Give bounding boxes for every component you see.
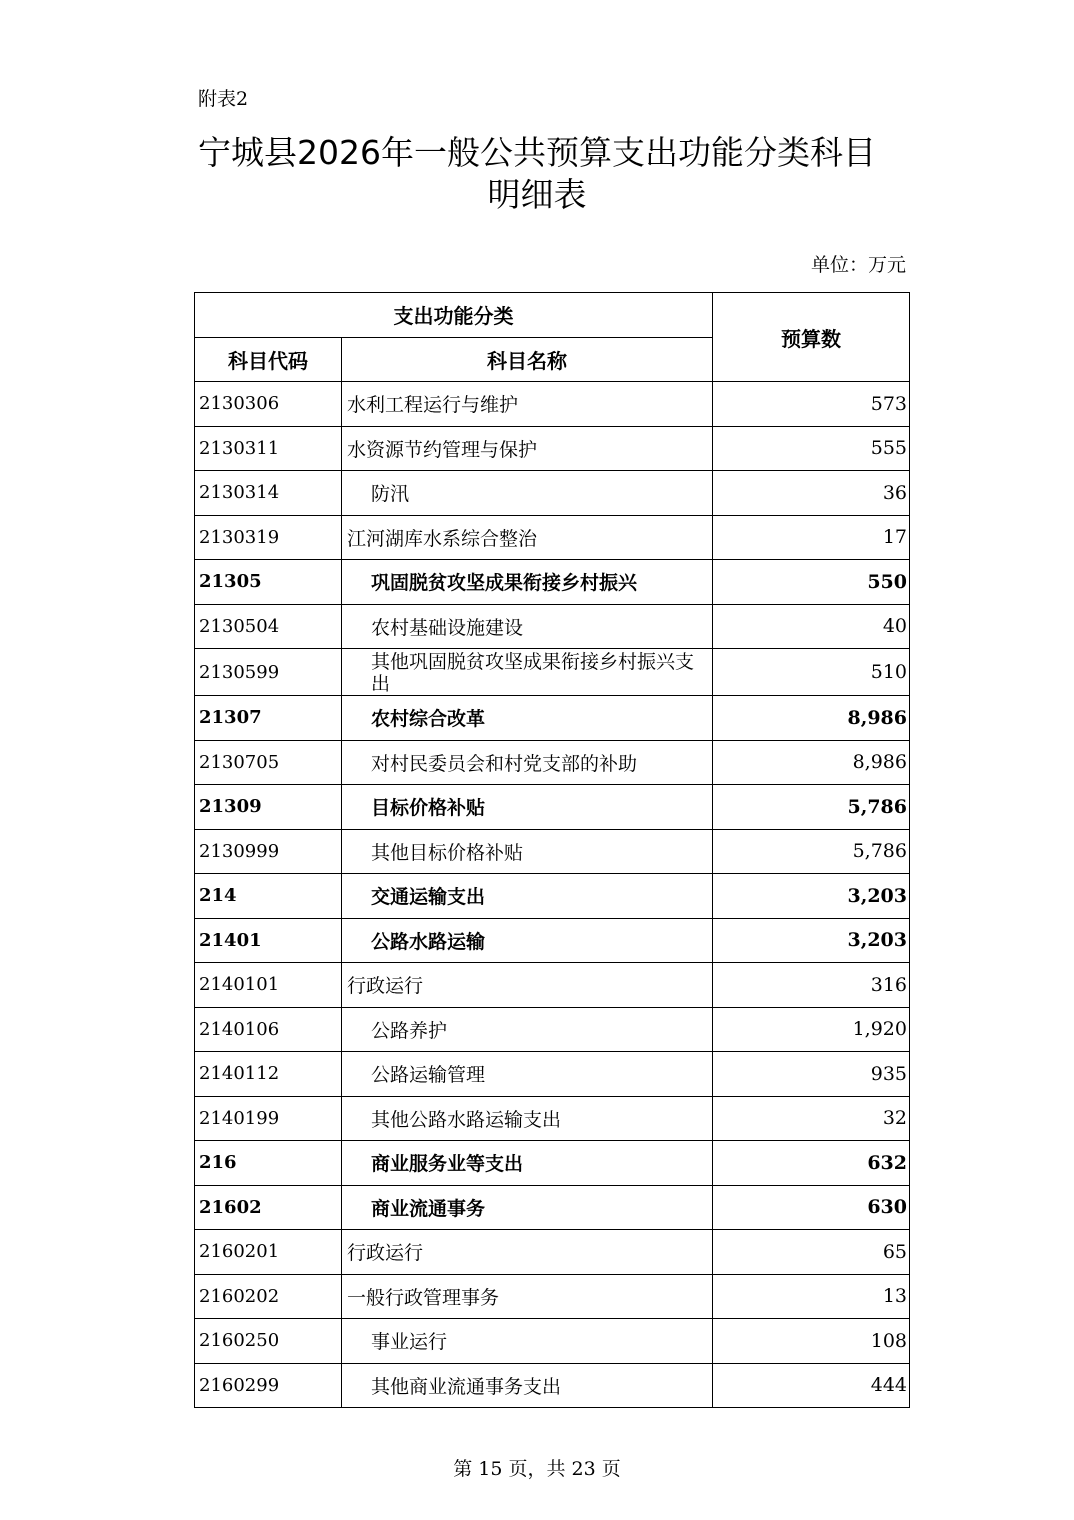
cell-amount: 555: [713, 426, 910, 471]
cell-name: 江河湖库水系综合整治: [342, 515, 713, 560]
cell-name: 农村综合改革: [342, 696, 713, 741]
title-line-2: 明细表: [487, 175, 587, 214]
title-line-1: 宁城县2026年一般公共预算支出功能分类科目: [198, 133, 876, 172]
cell-code: 2130314: [195, 471, 342, 516]
table-body: [195, 382, 910, 1408]
table-row: [195, 829, 910, 874]
cell-amount: 5,786: [713, 785, 910, 830]
table-row: [195, 1185, 910, 1230]
cell-code: 2140199: [195, 1096, 342, 1141]
cell-name: 防汛: [342, 471, 713, 516]
header-group: 支出功能分类: [195, 293, 713, 338]
cell-amount: 3,203: [713, 918, 910, 963]
table-row: [195, 1141, 910, 1186]
table-row: [195, 515, 910, 560]
table-row: [195, 471, 910, 516]
cell-amount: 36: [713, 471, 910, 516]
header-amount: 预算数: [713, 293, 910, 382]
cell-code: 2140101: [195, 963, 342, 1008]
cell-code: 2130599: [195, 649, 342, 696]
cell-name: 农村基础设施建设: [342, 604, 713, 649]
cell-name: 一般行政管理事务: [342, 1274, 713, 1319]
cell-code: 216: [195, 1141, 342, 1186]
cell-name: 其他巩固脱贫攻坚成果衔接乡村振兴支出: [342, 649, 713, 696]
table-row: [195, 1230, 910, 1275]
table-row: [195, 918, 910, 963]
cell-code: 21305: [195, 560, 342, 605]
cell-amount: 40: [713, 604, 910, 649]
cell-name: 其他商业流通事务支出: [342, 1363, 713, 1408]
cell-amount: 5,786: [713, 829, 910, 874]
table-row: [195, 1274, 910, 1319]
cell-amount: 13: [713, 1274, 910, 1319]
cell-amount: 65: [713, 1230, 910, 1275]
cell-amount: 510: [713, 649, 910, 696]
cell-amount: 8,986: [713, 740, 910, 785]
cell-code: 2130311: [195, 426, 342, 471]
cell-code: 2130504: [195, 604, 342, 649]
table-row: [195, 1319, 910, 1364]
cell-code: 2130999: [195, 829, 342, 874]
cell-name: 水资源节约管理与保护: [342, 426, 713, 471]
table-row: [195, 382, 910, 427]
cell-amount: 316: [713, 963, 910, 1008]
cell-code: 2140112: [195, 1052, 342, 1097]
table-row: [195, 1363, 910, 1408]
cell-amount: 573: [713, 382, 910, 427]
table-row: [195, 785, 910, 830]
cell-name: 公路养护: [342, 1007, 713, 1052]
header-name: 科目名称: [342, 337, 713, 382]
cell-code: 21401: [195, 918, 342, 963]
table-row: [195, 1096, 910, 1141]
cell-amount: 8,986: [713, 696, 910, 741]
cell-amount: 935: [713, 1052, 910, 1097]
table-row: [195, 604, 910, 649]
cell-code: 2160250: [195, 1319, 342, 1364]
cell-name: 巩固脱贫攻坚成果衔接乡村振兴: [342, 560, 713, 605]
cell-code: 2140106: [195, 1007, 342, 1052]
cell-amount: 1,920: [713, 1007, 910, 1052]
cell-name: 交通运输支出: [342, 874, 713, 919]
cell-name: 水利工程运行与维护: [342, 382, 713, 427]
table-row: [195, 1052, 910, 1097]
cell-amount: 3,203: [713, 874, 910, 919]
cell-code: 2160201: [195, 1230, 342, 1275]
page-footer: 第 15 页，共 23 页: [453, 1458, 621, 1480]
cell-amount: 32: [713, 1096, 910, 1141]
cell-name: 对村民委员会和村党支部的补助: [342, 740, 713, 785]
cell-code: 214: [195, 874, 342, 919]
cell-name: 目标价格补贴: [342, 785, 713, 830]
cell-amount: 550: [713, 560, 910, 605]
cell-name: 公路运输管理: [342, 1052, 713, 1097]
cell-code: 2130319: [195, 515, 342, 560]
table-row: [195, 963, 910, 1008]
cell-code: 21602: [195, 1185, 342, 1230]
header-code: 科目代码: [195, 337, 342, 382]
cell-code: 21309: [195, 785, 342, 830]
budget-table: [194, 292, 910, 1408]
cell-code: 2160299: [195, 1363, 342, 1408]
cell-code: 21307: [195, 696, 342, 741]
table-row: [195, 649, 910, 696]
cell-name: 行政运行: [342, 1230, 713, 1275]
table-row: [195, 874, 910, 919]
cell-amount: 630: [713, 1185, 910, 1230]
cell-name: 行政运行: [342, 963, 713, 1008]
cell-name: 公路水路运输: [342, 918, 713, 963]
cell-amount: 444: [713, 1363, 910, 1408]
cell-amount: 632: [713, 1141, 910, 1186]
page-title: [0, 132, 1074, 216]
cell-code: 2130705: [195, 740, 342, 785]
cell-code: 2130306: [195, 382, 342, 427]
table-row: [195, 740, 910, 785]
unit-label: 单位：万元: [810, 254, 906, 276]
cell-code: 2160202: [195, 1274, 342, 1319]
table-row: [195, 1007, 910, 1052]
cell-amount: 108: [713, 1319, 910, 1364]
cell-amount: 17: [713, 515, 910, 560]
table-row: [195, 696, 910, 741]
table-row: [195, 426, 910, 471]
cell-name: 其他公路水路运输支出: [342, 1096, 713, 1141]
cell-name: 其他目标价格补贴: [342, 829, 713, 874]
table-row: [195, 560, 910, 605]
attachment-label: 附表2: [198, 88, 249, 110]
cell-name: 商业服务业等支出: [342, 1141, 713, 1186]
cell-name: 商业流通事务: [342, 1185, 713, 1230]
cell-name: 事业运行: [342, 1319, 713, 1364]
